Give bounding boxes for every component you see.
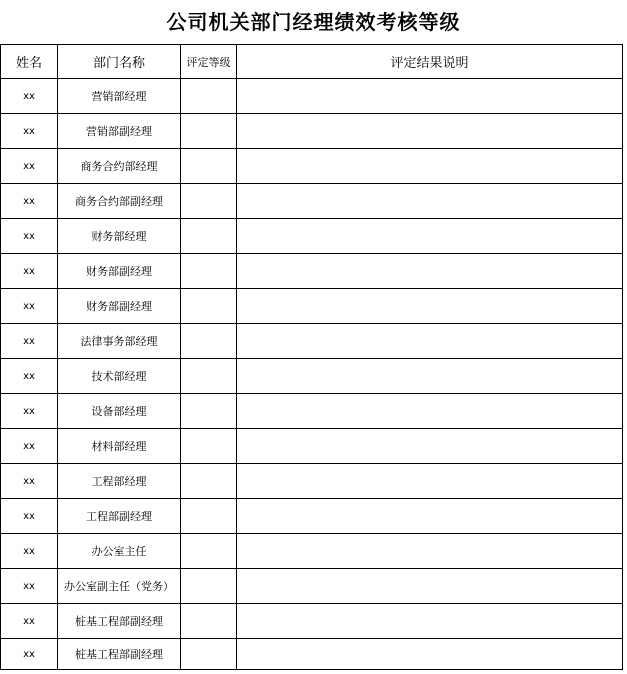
name-cell[interactable]: xx [1,394,58,429]
department-cell[interactable]: 商务合约部副经理 [58,184,181,219]
header-department: 部门名称 [58,45,181,79]
result-cell[interactable] [237,639,623,670]
grade-cell[interactable] [181,499,237,534]
result-cell[interactable] [237,499,623,534]
department-cell[interactable]: 材料部经理 [58,429,181,464]
table-row [1,359,623,394]
table-row [1,394,623,429]
name-cell[interactable]: xx [1,464,58,499]
department-cell[interactable]: 办公室副主任（党务） [58,569,181,604]
department-cell[interactable]: 办公室主任 [58,534,181,569]
grade-cell[interactable] [181,569,237,604]
result-cell[interactable] [237,464,623,499]
table-row [1,254,623,289]
name-cell[interactable]: xx [1,429,58,464]
table-row [1,219,623,254]
grade-cell[interactable] [181,394,237,429]
table-header-row [1,45,623,79]
table-row [1,289,623,324]
table-row [1,499,623,534]
name-cell[interactable]: xx [1,324,58,359]
department-cell[interactable]: 工程部经理 [58,464,181,499]
result-cell[interactable] [237,534,623,569]
name-cell[interactable]: xx [1,604,58,639]
table-row [1,569,623,604]
name-cell[interactable]: xx [1,114,58,149]
department-cell[interactable]: 营销部副经理 [58,114,181,149]
grade-cell[interactable] [181,184,237,219]
grade-cell[interactable] [181,79,237,114]
name-cell[interactable]: xx [1,254,58,289]
table-row [1,149,623,184]
department-cell[interactable]: 商务合约部经理 [58,149,181,184]
table-row [1,464,623,499]
evaluation-table [0,44,623,670]
table-row [1,604,623,639]
result-cell[interactable] [237,254,623,289]
table-row [1,429,623,464]
header-name: 姓名 [1,45,58,79]
grade-cell[interactable] [181,359,237,394]
name-cell[interactable]: xx [1,79,58,114]
table-row [1,534,623,569]
result-cell[interactable] [237,324,623,359]
department-cell[interactable]: 技术部经理 [58,359,181,394]
table-row [1,79,623,114]
result-cell[interactable] [237,289,623,324]
department-cell[interactable]: 财务部副经理 [58,254,181,289]
grade-cell[interactable] [181,114,237,149]
table-row [1,639,623,670]
grade-cell[interactable] [181,149,237,184]
department-cell[interactable]: 桩基工程部副经理 [58,639,181,670]
grade-cell[interactable] [181,324,237,359]
department-cell[interactable]: 营销部经理 [58,79,181,114]
result-cell[interactable] [237,79,623,114]
grade-cell[interactable] [181,289,237,324]
header-grade: 评定等级 [181,45,237,79]
grade-cell[interactable] [181,639,237,670]
result-cell[interactable] [237,184,623,219]
table-row [1,184,623,219]
grade-cell[interactable] [181,219,237,254]
name-cell[interactable]: xx [1,289,58,324]
grade-cell[interactable] [181,254,237,289]
name-cell[interactable]: xx [1,184,58,219]
result-cell[interactable] [237,394,623,429]
page-title: 公司机关部门经理绩效考核等级 [166,10,461,34]
result-cell[interactable] [237,359,623,394]
grade-cell[interactable] [181,534,237,569]
name-cell[interactable]: xx [1,149,58,184]
result-cell[interactable] [237,569,623,604]
header-result: 评定结果说明 [237,45,623,79]
table-row [1,324,623,359]
result-cell[interactable] [237,114,623,149]
table-row [1,114,623,149]
department-cell[interactable]: 法律事务部经理 [58,324,181,359]
result-cell[interactable] [237,219,623,254]
result-cell[interactable] [237,604,623,639]
department-cell[interactable]: 工程部副经理 [58,499,181,534]
grade-cell[interactable] [181,429,237,464]
name-cell[interactable]: xx [1,499,58,534]
name-cell[interactable]: xx [1,569,58,604]
name-cell[interactable]: xx [1,534,58,569]
table-body [1,79,623,670]
department-cell[interactable]: 财务部经理 [58,219,181,254]
result-cell[interactable] [237,149,623,184]
name-cell[interactable]: xx [1,639,58,670]
name-cell[interactable]: xx [1,359,58,394]
department-cell[interactable]: 设备部经理 [58,394,181,429]
department-cell[interactable]: 桩基工程部副经理 [58,604,181,639]
department-cell[interactable]: 财务部副经理 [58,289,181,324]
result-cell[interactable] [237,429,623,464]
grade-cell[interactable] [181,464,237,499]
name-cell[interactable]: xx [1,219,58,254]
grade-cell[interactable] [181,604,237,639]
